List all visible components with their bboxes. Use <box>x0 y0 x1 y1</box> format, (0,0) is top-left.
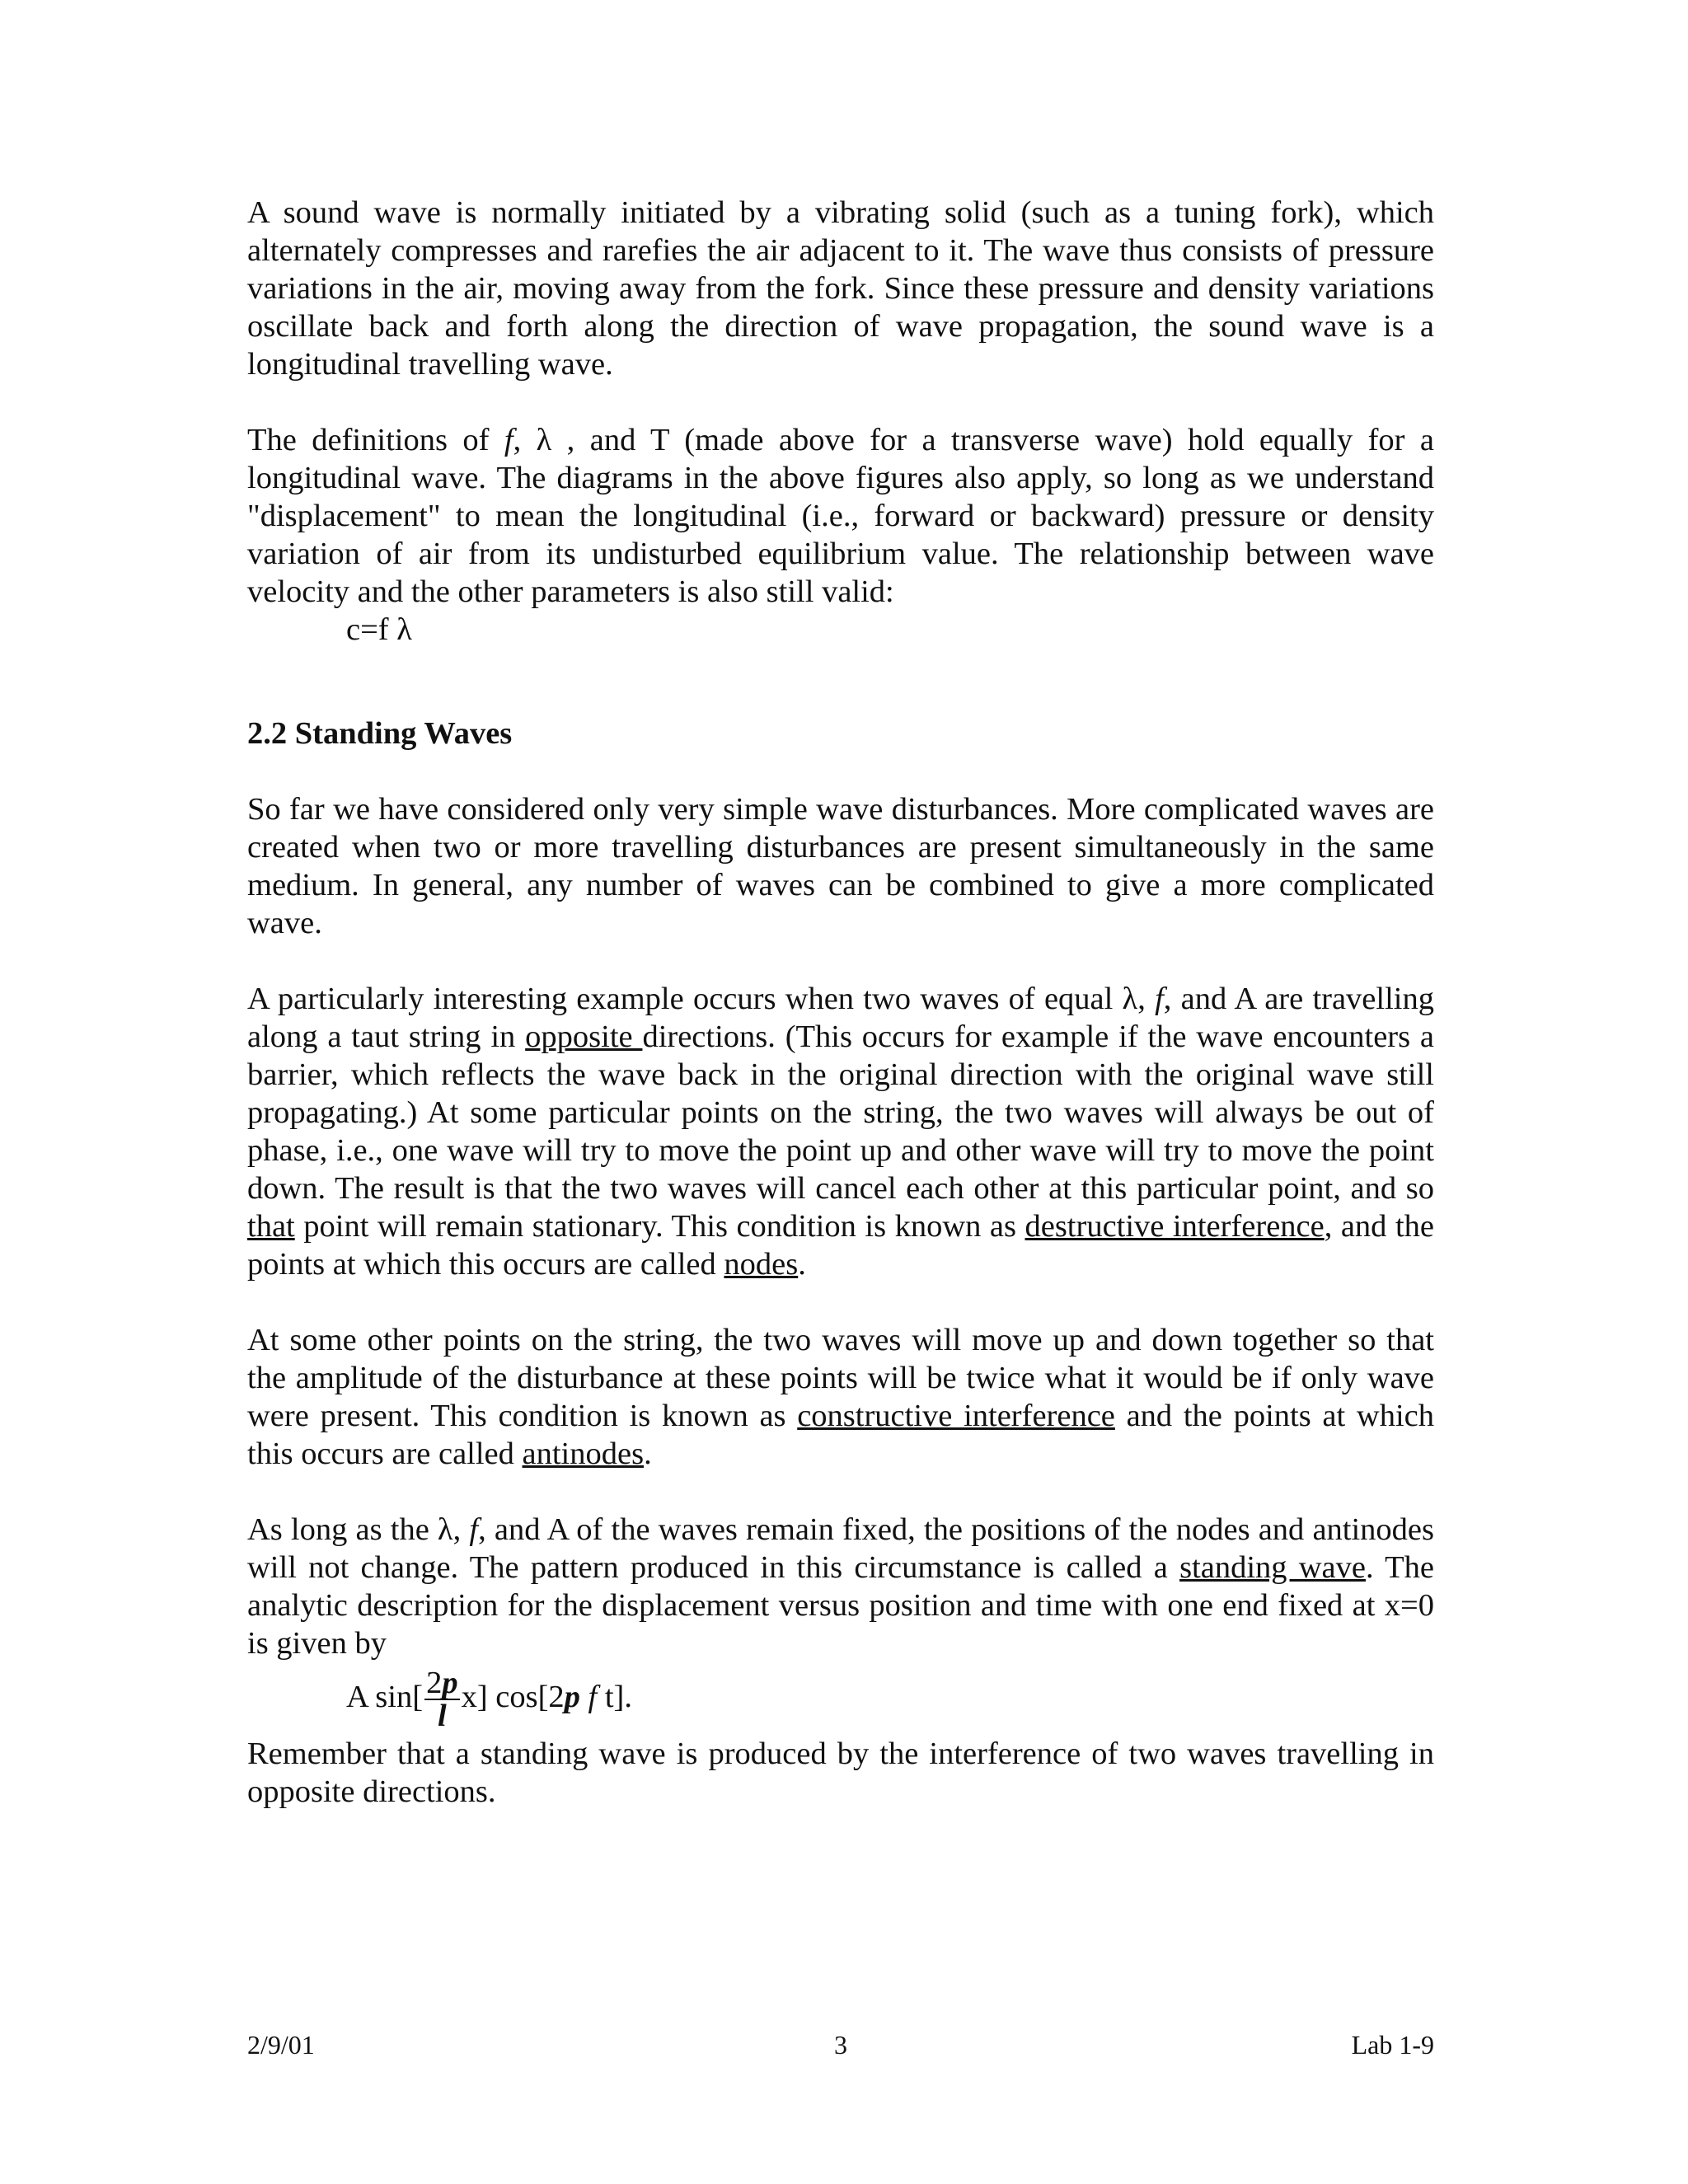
footer-lab-label: Lab 1-9 <box>1351 2030 1434 2060</box>
equation-wave-velocity: c=f λ <box>346 612 412 647</box>
paragraph-definitions: The definitions of f, λ , and T (made above for a transverse wave) hold equally for a longitudinal wave. The diagrams in the above figures also apply, so long as we understand "displacement" to mean the longitudinal (i.e., forward or backward) pressure or density variation of air from its undisturbed equilibrium value. The relationship between wave velocity and the other parameters is also still valid: <box>247 423 1434 609</box>
paragraph-standing-wave: As long as the λ, f, and A of the waves remain fixed, the positions of the nodes and antinodes will not change. The pattern produced in this circumstance is called a standing wave. The analytic description for the displacement versus position and time with one end fixed at x=0 is given by <box>247 1512 1434 1661</box>
section-heading: 2.2 Standing Waves <box>247 716 513 751</box>
paragraph-constructive-interference: At some other points on the string, the two waves will move up and down together so that the amplitude of the disturbance at these points will be twice what it would be if only wave were present. This condition is known as constructive interference and the points at which this occurs are called antinodes. <box>247 1323 1434 1471</box>
footer-date: 2/9/01 <box>247 2030 315 2060</box>
document-body <box>247 194 1434 1811</box>
paragraph-sound-wave: A sound wave is normally initiated by a vibrating solid (such as a tuning fork), which alternately compresses and rarefies the air adjacent to it. The wave thus consists of pressure variations in the air, moving away from the fork. Since these pressure and density variations oscillate back and forth along the direction of wave propagation, the sound wave is a longitudinal travelling wave. <box>247 195 1434 382</box>
paragraph-destructive-interference: A particularly interesting example occurs when two waves of equal λ, f, and A are travelling along a taut string in opposite directions. (This occurs for example if the wave encounters a barrier, which reflects the wave back in the original direction with the original wave still propagating.) At some particular points on the string, the two waves will always be out of phase, i.e., one wave will try to move the point up and other wave will try to move the point down. The result is that the two waves will cancel each other at this particular point, and so that point will remain stationary. This condition is known as destructive interference, and the points at which this occurs are called nodes. <box>247 982 1435 1282</box>
footer-page-number: 3 <box>834 2030 847 2060</box>
page-footer <box>247 2026 1434 2064</box>
fraction-2p-over-l: $\frac{2p}{l}$ <box>426 1666 458 1733</box>
equation-standing-wave: A sin[ $\frac{2p}{l}$ x] cos[2p f t]. <box>346 1666 633 1733</box>
paragraph-remember: Remember that a standing wave is produced by the interference of two waves travelling in opposite directions. <box>247 1736 1434 1809</box>
paragraph-simple-waves: So far we have considered only very simple wave disturbances. More complicated waves are created when two or more travelling disturbances are present simultaneously in the same medium. In general, any number of waves can be combined to give a more complicated wave. <box>247 792 1434 940</box>
